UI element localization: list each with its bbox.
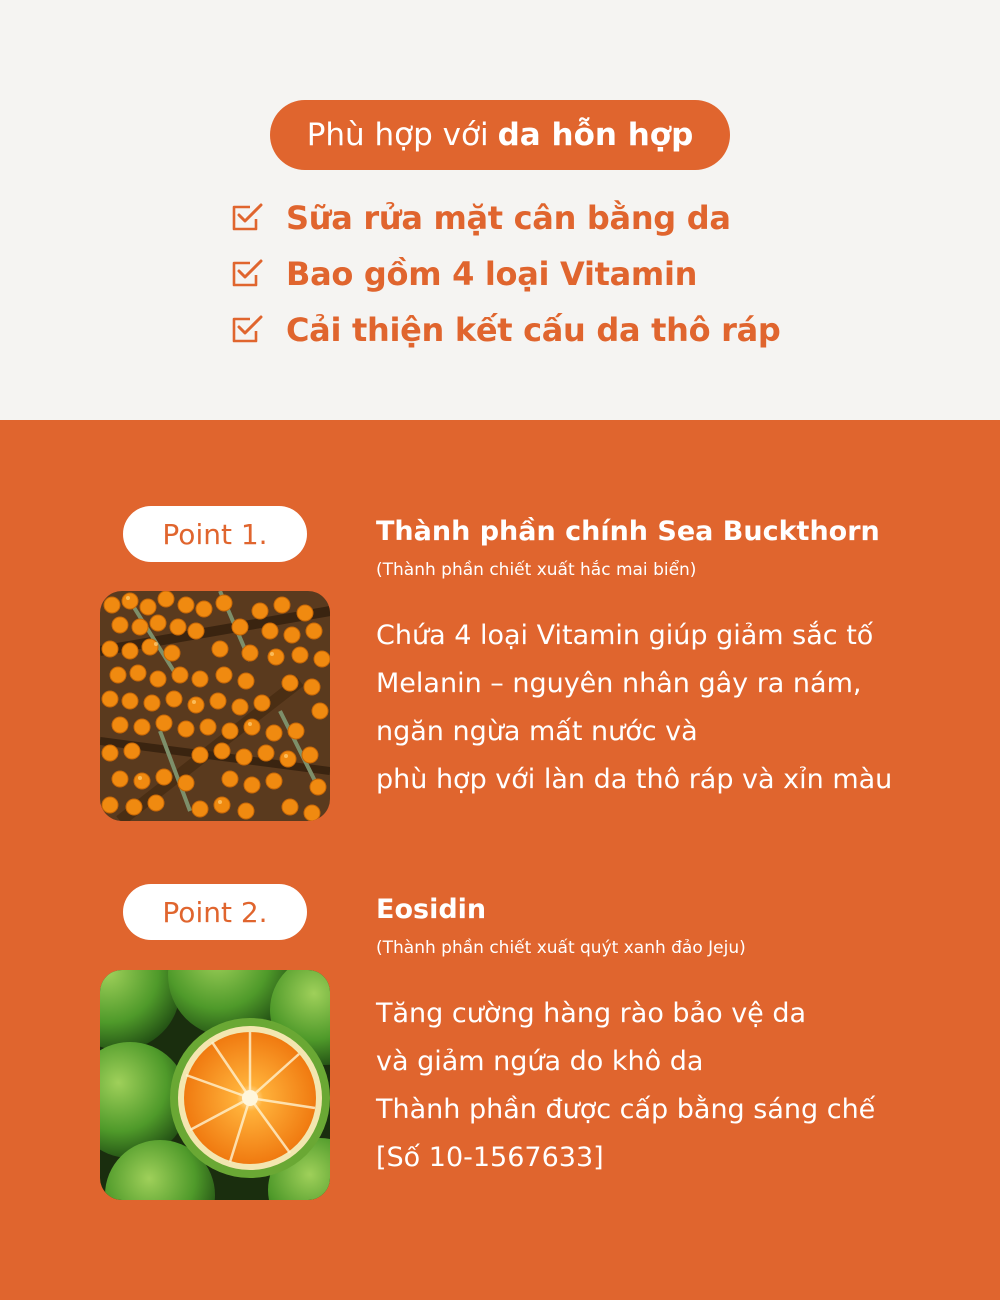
top-section xyxy=(0,0,1000,420)
checklist-text: Bao gồm 4 loại Vitamin xyxy=(286,255,698,293)
description-line: [Số 10-1567633] xyxy=(376,1142,604,1173)
feature-checklist xyxy=(230,190,781,358)
green-tangerine-image xyxy=(100,970,330,1200)
checklist-text: Cải thiện kết cấu da thô ráp xyxy=(286,311,781,349)
point-2-title: Eosidin xyxy=(376,894,487,925)
checkbox-icon xyxy=(230,313,264,347)
point-1-title: Thành phần chính Sea Buckthorn xyxy=(376,516,880,547)
ingredients-section xyxy=(0,420,1000,1300)
skin-type-pill xyxy=(270,100,730,170)
description-line: Thành phần được cấp bằng sáng chế xyxy=(376,1094,876,1125)
checkbox-icon xyxy=(230,257,264,291)
checklist-item xyxy=(230,302,781,358)
description-line: phù hợp với làn da thô ráp và xỉn màu xyxy=(376,764,893,795)
checklist-item xyxy=(230,246,781,302)
point-2-description xyxy=(376,990,875,1182)
point-1-subtitle: (Thành phần chiết xuất hắc mai biển) xyxy=(376,560,697,580)
point-2-label: Point 2. xyxy=(123,884,307,940)
sea-buckthorn-image xyxy=(100,591,330,821)
description-line: ngăn ngừa mất nước và xyxy=(376,716,698,747)
description-line: và giảm ngứa do khô da xyxy=(376,1046,704,1077)
point-2-subtitle: (Thành phần chiết xuất quýt xanh đảo Jeju) xyxy=(376,938,746,958)
point-1-description xyxy=(376,612,892,804)
checkbox-icon xyxy=(230,201,264,235)
checklist-text: Sữa rửa mặt cân bằng da xyxy=(286,199,731,237)
description-line: Melanin – nguyên nhân gây ra nám, xyxy=(376,668,862,699)
point-1-label: Point 1. xyxy=(123,506,307,562)
description-line: Chứa 4 loại Vitamin giúp giảm sắc tố xyxy=(376,620,874,651)
description-line: Tăng cường hàng rào bảo vệ da xyxy=(376,998,807,1029)
pill-prefix: Phù hợp với xyxy=(306,117,489,153)
pill-bold: da hỗn hợp xyxy=(497,117,694,153)
checklist-item xyxy=(230,190,781,246)
